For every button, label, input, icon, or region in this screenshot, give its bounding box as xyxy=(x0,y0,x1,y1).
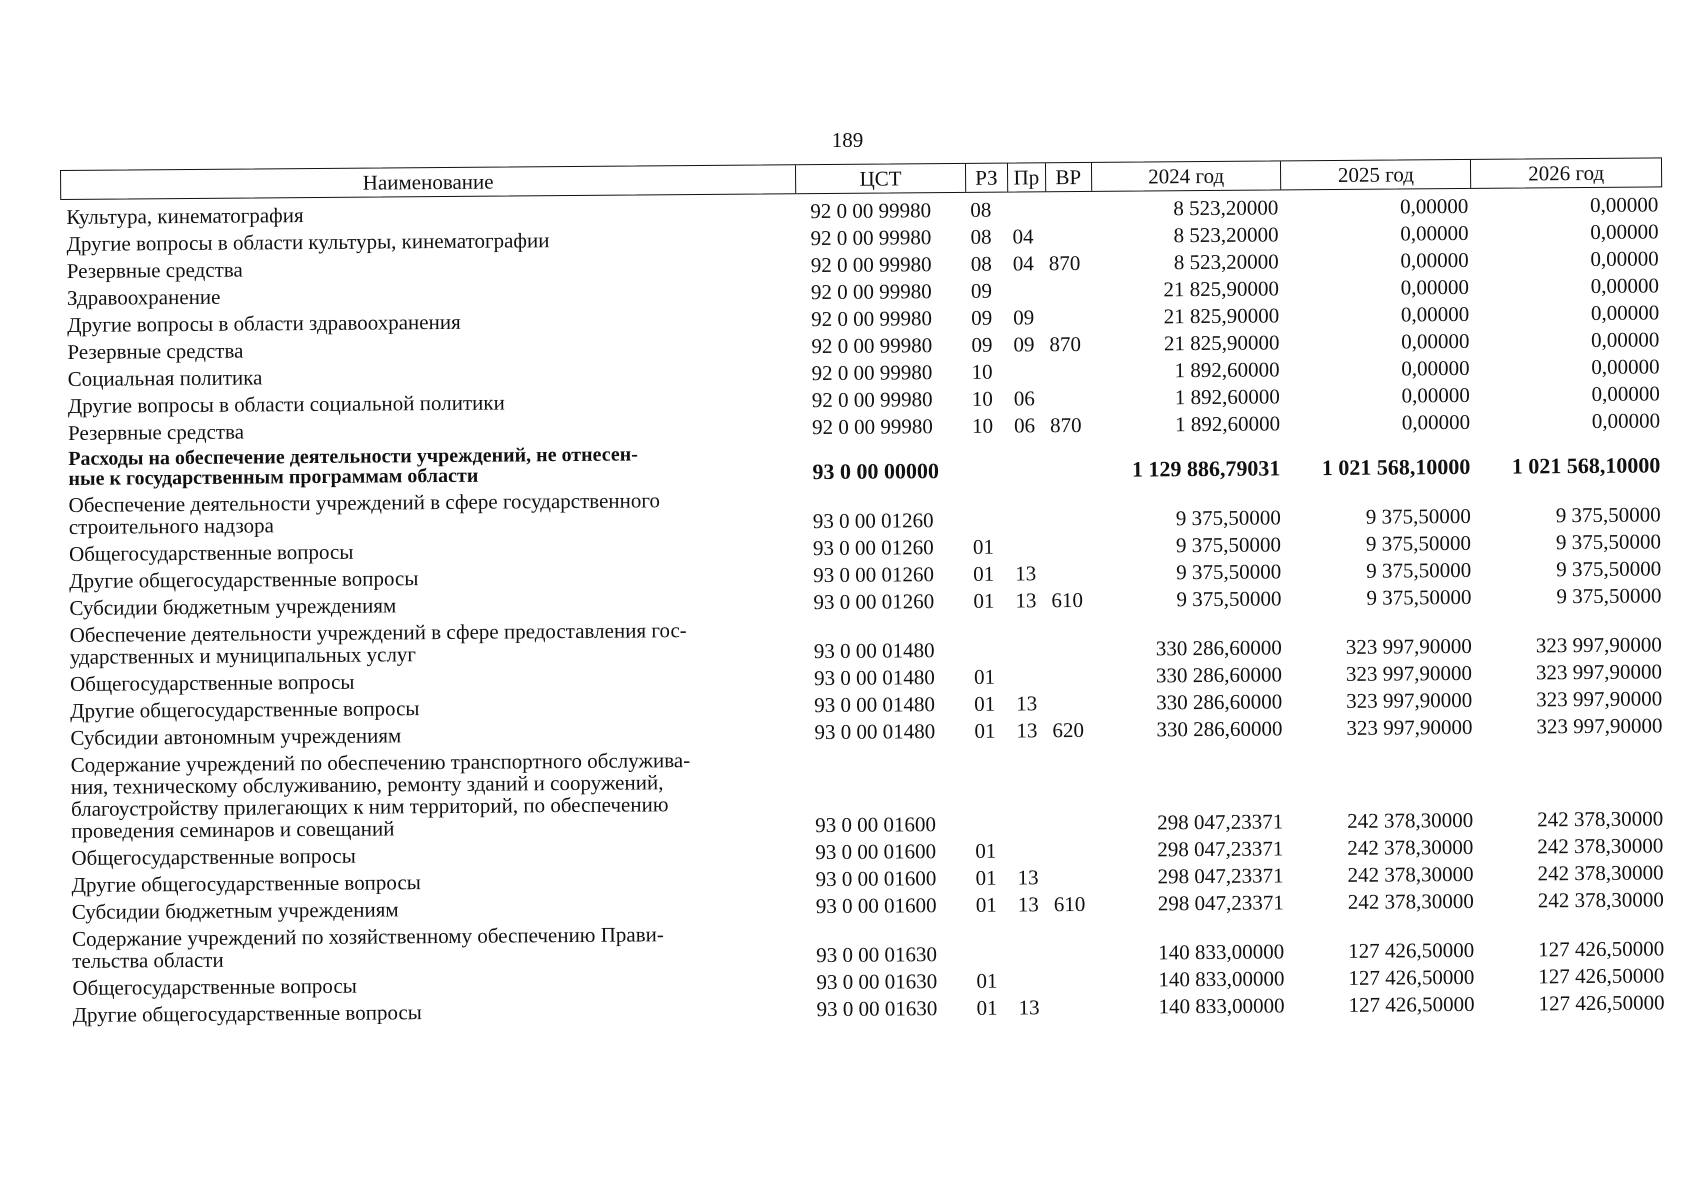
row-cst: 93 0 00 01480 xyxy=(814,719,936,745)
row-name-line: Общегосударственные вопросы xyxy=(68,539,354,566)
row-2025: 127 426,50000 xyxy=(1348,964,1475,990)
row-2026: 0,00000 xyxy=(1591,408,1661,433)
row-name-line: Другие общегосударственные вопросы xyxy=(72,1000,422,1027)
row-name-line: Другие общегосударственные вопросы xyxy=(71,870,421,897)
row-vr: 870 xyxy=(1049,331,1081,357)
row-2026: 1 021 568,10000 xyxy=(1511,452,1661,479)
row-name xyxy=(65,748,802,842)
row-2025: 0,00000 xyxy=(1400,274,1470,300)
row-2024: 9 375,50000 xyxy=(1176,559,1282,585)
row-name-line: Общегосударственные вопросы xyxy=(69,669,355,696)
row-rz: 10 xyxy=(971,359,993,384)
row-name-line: благоустройству прилегающих к ним территорий, по обеспечению xyxy=(70,792,669,821)
row-cst: 93 0 00 01600 xyxy=(815,893,937,919)
row-cst: 92 0 00 99980 xyxy=(810,225,932,251)
header-name: Наименование xyxy=(61,165,796,199)
row-2025: 323 997,90000 xyxy=(1346,714,1473,740)
row-2025: 242 378,30000 xyxy=(1347,861,1474,887)
row-name-line: проведения семинаров и совещаний xyxy=(71,816,395,843)
table-row xyxy=(65,737,1668,843)
row-2025: 323 997,90000 xyxy=(1345,660,1473,686)
row-2024: 21 825,90000 xyxy=(1163,276,1280,302)
row-cst: 93 0 00 01630 xyxy=(816,996,938,1022)
row-cst: 93 0 00 01600 xyxy=(815,866,937,892)
row-cst: 92 0 00 99980 xyxy=(810,198,932,224)
row-name-line: Резервные средства xyxy=(66,257,243,283)
row-2024: 1 892,60000 xyxy=(1174,384,1280,410)
row-rz: 01 xyxy=(975,865,997,890)
row-2024: 8 523,20000 xyxy=(1173,195,1279,221)
row-rz: 01 xyxy=(976,995,998,1020)
row-2024: 298 047,23371 xyxy=(1157,863,1284,889)
row-pr: 13 xyxy=(1015,561,1037,586)
row-2024: 298 047,23371 xyxy=(1157,890,1284,916)
row-cst: 92 0 00 99980 xyxy=(811,360,933,386)
row-2025: 323 997,90000 xyxy=(1346,687,1473,713)
row-name-line: ударственных и муниципальных услуг xyxy=(69,642,417,669)
row-2026: 0,00000 xyxy=(1590,246,1659,271)
row-cst: 93 0 00 01260 xyxy=(812,535,934,561)
row-rz: 10 xyxy=(971,413,994,438)
row-name-line: строительного надзора xyxy=(68,513,275,539)
row-name-line: Другие вопросы в области культуры, кинематографии xyxy=(66,228,550,256)
row-rz: 01 xyxy=(972,534,995,559)
row-rz: 01 xyxy=(973,561,995,586)
table-body xyxy=(60,189,1668,1027)
row-rz: 01 xyxy=(973,588,995,613)
header-2025: 2025 год xyxy=(1281,160,1471,189)
row-cst: 92 0 00 99980 xyxy=(811,333,933,359)
header-2026: 2026 год xyxy=(1528,160,1605,186)
row-pr: 13 xyxy=(1016,718,1038,743)
row-name xyxy=(67,998,803,1026)
row-rz: 08 xyxy=(970,224,992,249)
row-2024: 330 286,60000 xyxy=(1156,689,1283,715)
row-2025: 0,00000 xyxy=(1399,193,1469,219)
row-vr: 610 xyxy=(1053,891,1086,917)
row-rz: 01 xyxy=(975,838,997,863)
row-2024: 330 286,60000 xyxy=(1155,662,1283,688)
row-rz: 08 xyxy=(970,251,992,276)
row-cst: 93 0 00 00000 xyxy=(812,458,939,485)
row-name-line: Субсидии автономным учреждениям xyxy=(70,723,402,750)
row-vr: 620 xyxy=(1052,717,1085,743)
row-2025: 0,00000 xyxy=(1400,220,1469,246)
row-2025: 0,00000 xyxy=(1401,355,1470,381)
row-name-line: Обеспечение деятельности учреждений в сфере государственного xyxy=(68,488,661,517)
row-2025: 0,00000 xyxy=(1400,247,1469,273)
row-2024: 1 892,60000 xyxy=(1174,411,1281,437)
row-pr: 06 xyxy=(1013,413,1036,438)
row-name-line: Здравоохранение xyxy=(66,284,221,310)
row-name xyxy=(64,618,800,668)
row-name-line: Другие вопросы в области здравоохранения xyxy=(67,309,461,337)
row-name xyxy=(66,922,802,972)
row-2026: 0,00000 xyxy=(1591,354,1660,379)
row-vr: 870 xyxy=(1049,412,1082,438)
row-2024: 9 375,50000 xyxy=(1175,532,1282,558)
row-2026: 127 426,50000 xyxy=(1538,990,1665,1016)
row-2024: 9 375,50000 xyxy=(1176,586,1282,612)
row-name-line: Общегосударственные вопросы xyxy=(71,843,356,870)
header-2024: 2024 год xyxy=(1092,161,1282,190)
row-rz: 01 xyxy=(976,968,998,993)
row-2024: 21 825,90000 xyxy=(1163,303,1280,329)
row-cst: 93 0 00 01480 xyxy=(813,665,935,691)
row-2025: 9 375,50000 xyxy=(1365,503,1471,529)
row-2026: 0,00000 xyxy=(1591,327,1660,352)
row-2025: 323 997,90000 xyxy=(1345,633,1472,659)
row-name-line: Обеспечение деятельности учреждений в сфере предоставления гос- xyxy=(69,618,687,647)
row-cst: 93 0 00 01600 xyxy=(815,839,937,865)
header-vr: ВР xyxy=(1046,163,1092,191)
row-rz: 01 xyxy=(974,691,996,716)
row-2026: 9 375,50000 xyxy=(1556,556,1662,582)
row-rz: 01 xyxy=(974,718,996,743)
row-2024: 298 047,23371 xyxy=(1157,836,1284,862)
row-cst: 93 0 00 01480 xyxy=(813,638,935,664)
row-2026: 242 378,30000 xyxy=(1537,860,1664,886)
row-rz: 01 xyxy=(975,892,997,917)
row-2026: 9 375,50000 xyxy=(1555,529,1662,555)
row-name-line: Другие вопросы в области социальной политики xyxy=(67,390,505,418)
row-cst: 92 0 00 99980 xyxy=(810,279,932,305)
row-2024: 1 129 886,79031 xyxy=(1131,455,1281,482)
row-2024: 9 375,50000 xyxy=(1175,505,1281,531)
row-rz: 08 xyxy=(970,197,992,222)
row-rz: 10 xyxy=(971,386,993,411)
row-pr: 04 xyxy=(1012,251,1034,276)
row-name-line: тельства области xyxy=(72,947,224,973)
budget-table xyxy=(60,157,1669,1027)
row-name-line: Резервные средства xyxy=(67,419,245,445)
page-number: 189 xyxy=(831,128,864,152)
row-name-line: Субсидии бюджетным учреждениям xyxy=(69,593,397,620)
row-pr: 04 xyxy=(1012,224,1034,249)
row-name xyxy=(62,443,798,489)
row-pr: 13 xyxy=(1017,892,1039,917)
row-name-line: Другие общегосударственные вопросы xyxy=(69,566,419,593)
row-2026: 127 426,50000 xyxy=(1538,936,1665,962)
row-2025: 9 375,50000 xyxy=(1366,557,1472,583)
row-rz: 01 xyxy=(973,664,996,689)
row-name-line: Культура, кинематография xyxy=(66,203,304,229)
row-vr: 610 xyxy=(1051,587,1084,613)
row-pr: 13 xyxy=(1017,865,1039,890)
row-2025: 9 375,50000 xyxy=(1365,530,1472,556)
row-cst: 93 0 00 01600 xyxy=(815,812,937,838)
row-2026: 0,00000 xyxy=(1591,381,1660,406)
row-cst: 93 0 00 01260 xyxy=(812,508,934,534)
row-name-line: Содержание учреждений по обеспечению транспортного обслужива- xyxy=(70,748,691,777)
row-pr: 13 xyxy=(1016,691,1038,716)
row-pr: 09 xyxy=(1013,332,1035,357)
row-2025: 242 378,30000 xyxy=(1347,888,1474,914)
row-pr: 06 xyxy=(1013,386,1035,411)
row-2026: 242 378,30000 xyxy=(1537,887,1664,913)
row-2024: 1 892,60000 xyxy=(1174,357,1280,383)
row-name-line: Социальная политика xyxy=(67,365,263,391)
header-rz: РЗ xyxy=(966,164,1008,192)
row-2025: 0,00000 xyxy=(1401,382,1470,408)
row-pr: 13 xyxy=(1018,995,1040,1020)
row-2024: 8 523,20000 xyxy=(1173,222,1279,248)
row-2025: 127 426,50000 xyxy=(1348,991,1475,1017)
row-rz: 09 xyxy=(971,332,993,357)
row-2026: 127 426,50000 xyxy=(1538,963,1665,989)
row-2026: 0,00000 xyxy=(1590,273,1660,298)
row-name-line: Содержание учреждений по хозяйственному обеспечению Прави- xyxy=(71,922,664,951)
row-2024: 8 523,20000 xyxy=(1173,249,1279,275)
row-cst: 93 0 00 01630 xyxy=(816,942,938,968)
row-cst: 92 0 00 99980 xyxy=(811,414,933,440)
row-name xyxy=(63,488,799,538)
row-name-line: ния, техническому обслуживанию, ремонту зданий и сооружений, xyxy=(70,770,664,799)
row-cst: 93 0 00 01260 xyxy=(813,589,935,615)
header-pr: Пр xyxy=(1008,163,1046,191)
row-name-line: Другие общегосударственные вопросы xyxy=(70,696,420,723)
row-pr: 09 xyxy=(1013,305,1035,330)
row-2025: 242 378,30000 xyxy=(1347,807,1474,833)
row-2025: 0,00000 xyxy=(1401,409,1471,435)
row-2025: 0,00000 xyxy=(1401,328,1470,354)
row-name-line: Общегосударственные вопросы xyxy=(72,973,357,1000)
row-vr: 870 xyxy=(1048,250,1081,276)
row-2025: 242 378,30000 xyxy=(1347,834,1474,860)
row-2025: 127 426,50000 xyxy=(1348,937,1475,963)
row-2026: 9 375,50000 xyxy=(1556,583,1662,609)
row-2024: 140 833,00000 xyxy=(1158,993,1285,1019)
row-rz: 09 xyxy=(970,278,993,303)
row-cst: 92 0 00 99980 xyxy=(811,387,933,413)
row-name-line: ные к государственным программам области xyxy=(68,464,479,490)
row-2024: 140 833,00000 xyxy=(1158,939,1285,965)
row-cst: 92 0 00 99980 xyxy=(810,252,932,278)
row-2026: 242 378,30000 xyxy=(1537,806,1664,832)
row-2024: 21 825,90000 xyxy=(1163,330,1280,356)
row-2026: 242 378,30000 xyxy=(1537,833,1664,859)
row-name-line: Расходы на обеспечение деятельности учреждений, не отнесен- xyxy=(68,443,639,470)
row-2024: 330 286,60000 xyxy=(1155,635,1282,661)
row-2024: 140 833,00000 xyxy=(1158,966,1285,992)
row-2026: 323 997,90000 xyxy=(1536,686,1663,712)
row-2025: 1 021 568,10000 xyxy=(1321,453,1471,481)
row-2026: 323 997,90000 xyxy=(1535,659,1663,685)
row-2026: 0,00000 xyxy=(1590,300,1660,325)
row-cst: 93 0 00 01630 xyxy=(816,969,938,995)
row-2026: 323 997,90000 xyxy=(1535,632,1662,658)
header-cst: ЦСТ xyxy=(796,164,966,193)
row-cst: 93 0 00 01260 xyxy=(813,562,935,588)
row-name-line: Субсидии бюджетным учреждениям xyxy=(71,897,399,924)
row-pr: 13 xyxy=(1015,588,1037,613)
row-cst: 92 0 00 99980 xyxy=(811,306,933,332)
row-2026: 0,00000 xyxy=(1590,219,1659,244)
row-name-line: Резервные средства xyxy=(67,338,244,364)
row-2025: 9 375,50000 xyxy=(1366,584,1472,610)
row-2024: 298 047,23371 xyxy=(1157,809,1284,835)
row-2026: 9 375,50000 xyxy=(1555,502,1661,528)
row-rz: 09 xyxy=(971,305,993,330)
row-2026: 0,00000 xyxy=(1589,192,1659,217)
row-cst: 93 0 00 01480 xyxy=(814,692,936,718)
row-2024: 330 286,60000 xyxy=(1156,716,1283,742)
row-2026: 323 997,90000 xyxy=(1536,713,1663,739)
row-2025: 0,00000 xyxy=(1400,301,1470,327)
